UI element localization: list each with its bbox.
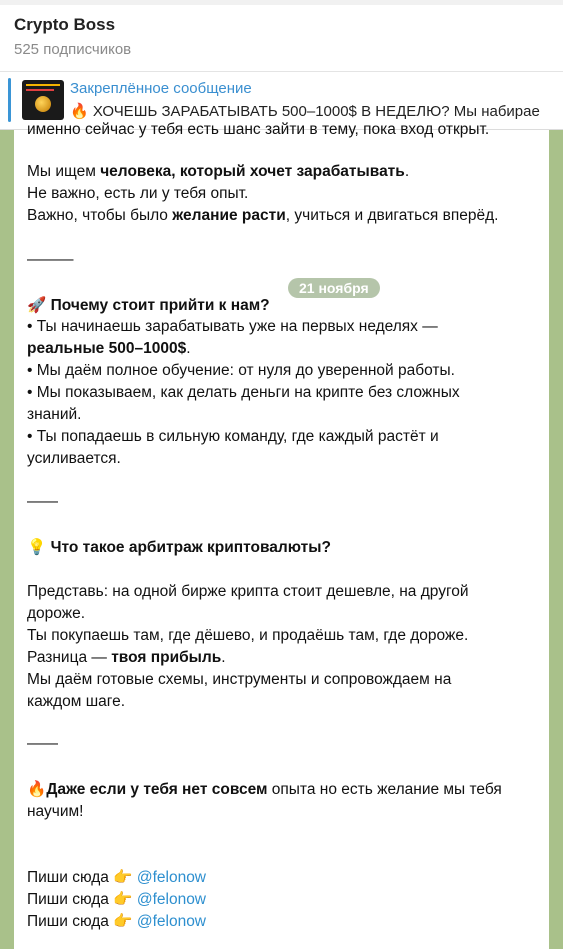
- message-bubble: [14, 121, 549, 949]
- pointing-hand-icon: 👉: [113, 890, 133, 908]
- mention-link[interactable]: @felonow: [136, 891, 207, 908]
- why-bullet-3: • Мы показываем, как делать деньги на крипте без сложных знаний.: [27, 384, 460, 423]
- why-heading: 🚀 Почему стоит прийти к нам?: [27, 296, 270, 314]
- pinned-accent-bar: [8, 78, 11, 122]
- channel-title[interactable]: Crypto Boss: [14, 15, 116, 34]
- intro-line-2: Не важно, есть ли у тебя опыт.: [27, 185, 249, 202]
- arbitrage-p4: Мы даём готовые схемы, инструменты и сопровождаем на каждом шаге.: [27, 671, 452, 710]
- why-bullet-1: • Ты начинаешь зарабатывать уже на первых неделях — реальные 500–1000$.: [27, 318, 438, 357]
- mention-link[interactable]: @felonow: [136, 869, 207, 886]
- intro-line-3: Важно, чтобы было желание расти, учиться и двигаться вперёд.: [27, 207, 499, 224]
- lightbulb-icon: 💡: [27, 538, 47, 556]
- cta-line-2: Пиши сюда 👉 @felonow: [27, 890, 207, 908]
- fire-icon: 🔥: [27, 780, 47, 798]
- pinned-thumbnail: [22, 80, 64, 120]
- arbitrage-p1: Представь: на одной бирже крипта стоит дешевле, на другой дороже.: [27, 583, 469, 622]
- divider-2: ——: [27, 493, 58, 510]
- chat-header[interactable]: [0, 5, 563, 72]
- subscriber-count: 525 подписчиков: [14, 41, 132, 58]
- final-note: 🔥Даже если у тебя нет совсем опыта но есть желание мы тебя научим!: [27, 780, 502, 820]
- arbitrage-p2: Ты покупаешь там, где дёшево, и продаёшь там, где дороже.: [27, 627, 469, 644]
- bitcoin-coin-icon: [35, 96, 51, 112]
- divider-3: ——: [27, 735, 58, 752]
- pointing-hand-icon: 👉: [113, 912, 133, 930]
- why-bullet-2: • Мы даём полное обучение: от нуля до уверенной работы.: [27, 362, 455, 379]
- pointing-hand-icon: 👉: [113, 868, 133, 886]
- cta-line-3: Пиши сюда 👉 @felonow: [27, 912, 207, 930]
- pinned-preview: 🔥 ХОЧЕШЬ ЗАРАБАТЫВАТЬ 500–1000$ В НЕДЕЛЮ? Мы набирае: [70, 103, 540, 120]
- pinned-label: Закреплённое сообщение: [70, 80, 252, 97]
- why-bullet-4: • Ты попадаешь в сильную команду, где каждый растёт и усиливается.: [27, 428, 439, 467]
- message-cutoff-line: именно сейчас у тебя есть шанс зайти в тему, пока вход открыт.: [27, 121, 490, 138]
- cta-line-1: Пиши сюда 👉 @felonow: [27, 868, 207, 886]
- divider-1: ———: [27, 251, 74, 268]
- date-pill: 21 ноября: [288, 278, 380, 298]
- arbitrage-p3: Разница — твоя прибыль.: [27, 649, 226, 666]
- mention-link[interactable]: @felonow: [136, 913, 207, 930]
- intro-line-1: Мы ищем человека, который хочет зарабатывать.: [27, 163, 410, 180]
- arbitrage-heading: 💡 Что такое арбитраж криптовалюты?: [27, 538, 331, 556]
- rocket-icon: 🚀: [27, 296, 47, 314]
